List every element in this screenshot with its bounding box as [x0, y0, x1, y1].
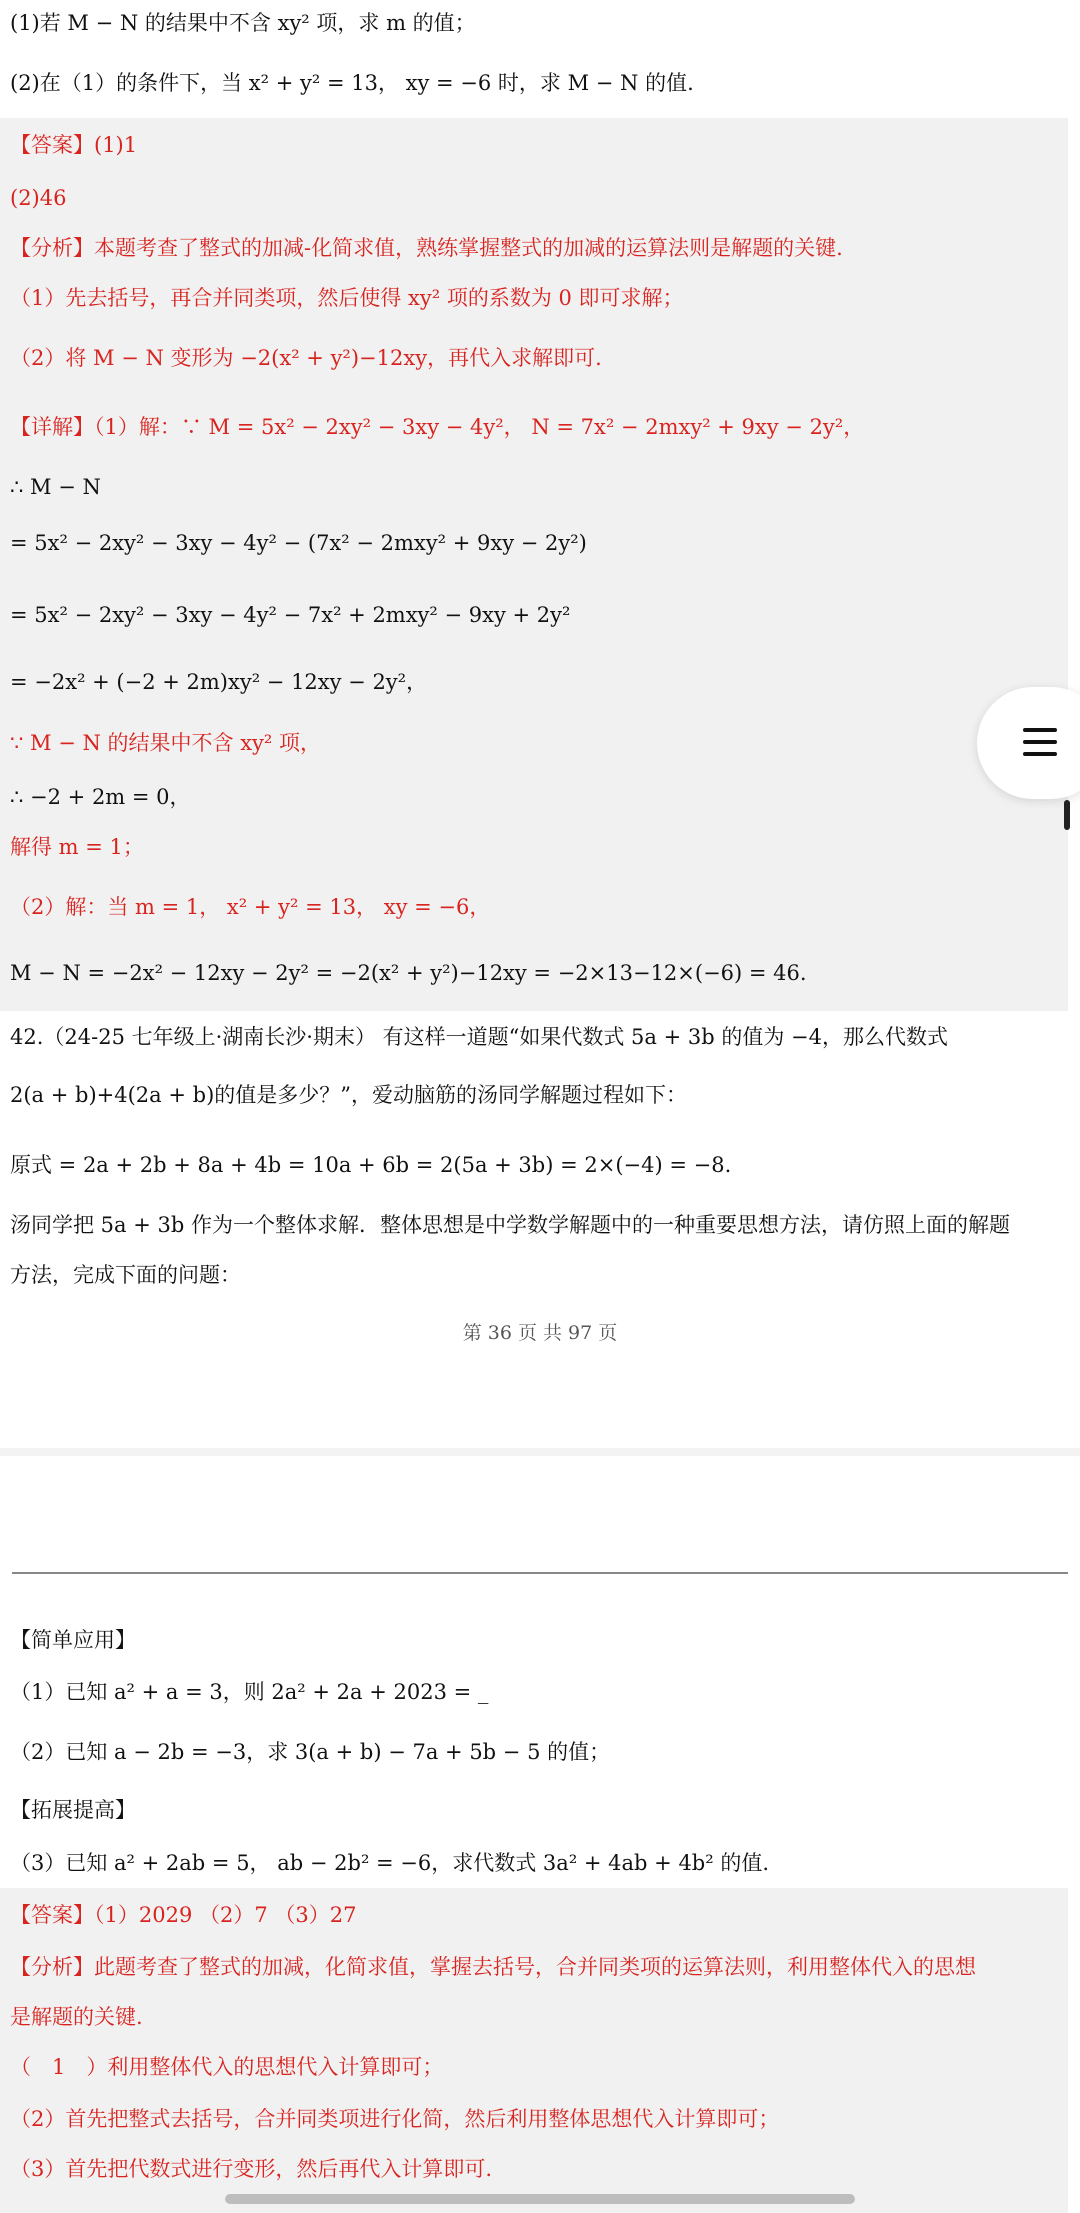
analysis-2-step-1: （ 1 ）利用整体代入的思想代入计算即可；	[10, 2055, 444, 2079]
simple-header: 【简单应用】	[10, 1628, 136, 1652]
solution-step: ∴ M − N	[10, 475, 101, 499]
extend-header: 【拓展提高】	[10, 1798, 136, 1822]
question-42-line-1: 42.（24-25 七年级上·湖南长沙·期末） 有这样一道题“如果代数式 5a + 3b 的值为 −4，那么代数式	[10, 1025, 948, 1049]
answer-label: 【答案】(1)1	[10, 133, 138, 157]
analysis-step-1: （1）先去括号，再合并同类项，然后使得 xy² 项的系数为 0 即可求解；	[10, 286, 684, 310]
analysis-step-2: （2）将 M − N 变形为 −2(x² + y²)−12xy，再代入求解即可.	[10, 346, 602, 370]
analysis-2-step-3: （3）首先把代数式进行变形，然后再代入计算即可.	[10, 2157, 493, 2181]
analysis-2-line-2: 是解题的关键.	[10, 2005, 143, 2029]
simple-question-2: （2）已知 a − 2b = −3，求 3(a + b) − 7a + 5b − 5 的值；	[10, 1740, 611, 1764]
answer-part-2: (2)46	[10, 186, 67, 210]
hamburger-menu-icon	[1023, 728, 1057, 756]
header-rule	[12, 1572, 1068, 1574]
page-break	[0, 1448, 1080, 1456]
analysis-text: 【分析】本题考查了整式的加减-化简求值，熟练掌握整式的加减的运算法则是解题的关键.	[10, 236, 843, 260]
question-42-line-2: 2(a + b)+4(2a + b)的值是多少？”，爱动脑筋的汤同学解题过程如下：	[10, 1083, 688, 1107]
simple-question-1: （1）已知 a² + a = 3，则 2a² + 2a + 2023 = _	[10, 1680, 489, 1704]
solution-step: = 5x² − 2xy² − 3xy − 4y² − 7x² + 2mxy² − 9xy + 2y²	[10, 603, 571, 627]
solution-step: ∴ −2 + 2m = 0，	[10, 785, 191, 809]
scrollbar-thumb[interactable]	[1064, 800, 1070, 830]
question-42-line-4: 汤同学把 5a + 3b 作为一个整体求解．整体思想是中学数学解题中的一种重要思想方法，请仿照上面的解题	[10, 1213, 1010, 1237]
solution-step: ∵ M − N 的结果中不含 xy² 项，	[10, 731, 322, 755]
home-indicator-bar[interactable]	[225, 2194, 855, 2204]
question-42-line-3: 原式 = 2a + 2b + 8a + 4b = 10a + 6b = 2(5a + 3b) = 2×(−4) = −8.	[10, 1153, 732, 1177]
question-42-line-5: 方法，完成下面的问题：	[10, 1263, 241, 1287]
detail-intro: 【详解】（1）解：∵ M = 5x² − 2xy² − 3xy − 4y²， N = 7x² − 2mxy² + 9xy − 2y²，	[10, 415, 865, 439]
answer-2: 【答案】（1）2029 （2）7 （3）27	[10, 1903, 357, 1927]
analysis-2-line-1: 【分析】此题考查了整式的加减，化简求值，掌握去括号，合并同类项的运算法则，利用整体代入的思想	[10, 1955, 976, 1979]
question-part-1: (1)若 M − N 的结果中不含 xy² 项，求 m 的值；	[10, 11, 476, 35]
solution-step-final: M − N = −2x² − 12xy − 2y² = −2(x² + y²)−12xy = −2×13−12×(−6) = 46.	[10, 961, 807, 985]
extend-question-3: （3）已知 a² + 2ab = 5， ab − 2b² = −6，求代数式 3a² + 4ab + 4b² 的值.	[10, 1851, 770, 1875]
solution-step: = 5x² − 2xy² − 3xy − 4y² − (7x² − 2mxy² + 9xy − 2y²)	[10, 531, 587, 555]
page-footer: 第 36 页 共 97 页	[462, 1322, 618, 1344]
analysis-2-step-2: （2）首先把整式去括号，合并同类项进行化简，然后利用整体思想代入计算即可；	[10, 2107, 780, 2131]
floating-menu-button[interactable]	[977, 687, 1080, 799]
solution-step: = −2x² + (−2 + 2m)xy² − 12xy − 2y²，	[10, 670, 428, 694]
solution-step: （2）解：当 m = 1， x² + y² = 13， xy = −6，	[10, 895, 491, 919]
solution-step: 解得 m = 1；	[10, 835, 144, 859]
question-part-2: (2)在（1）的条件下，当 x² + y² = 13， xy = −6 时，求 M − N 的值.	[10, 71, 694, 95]
